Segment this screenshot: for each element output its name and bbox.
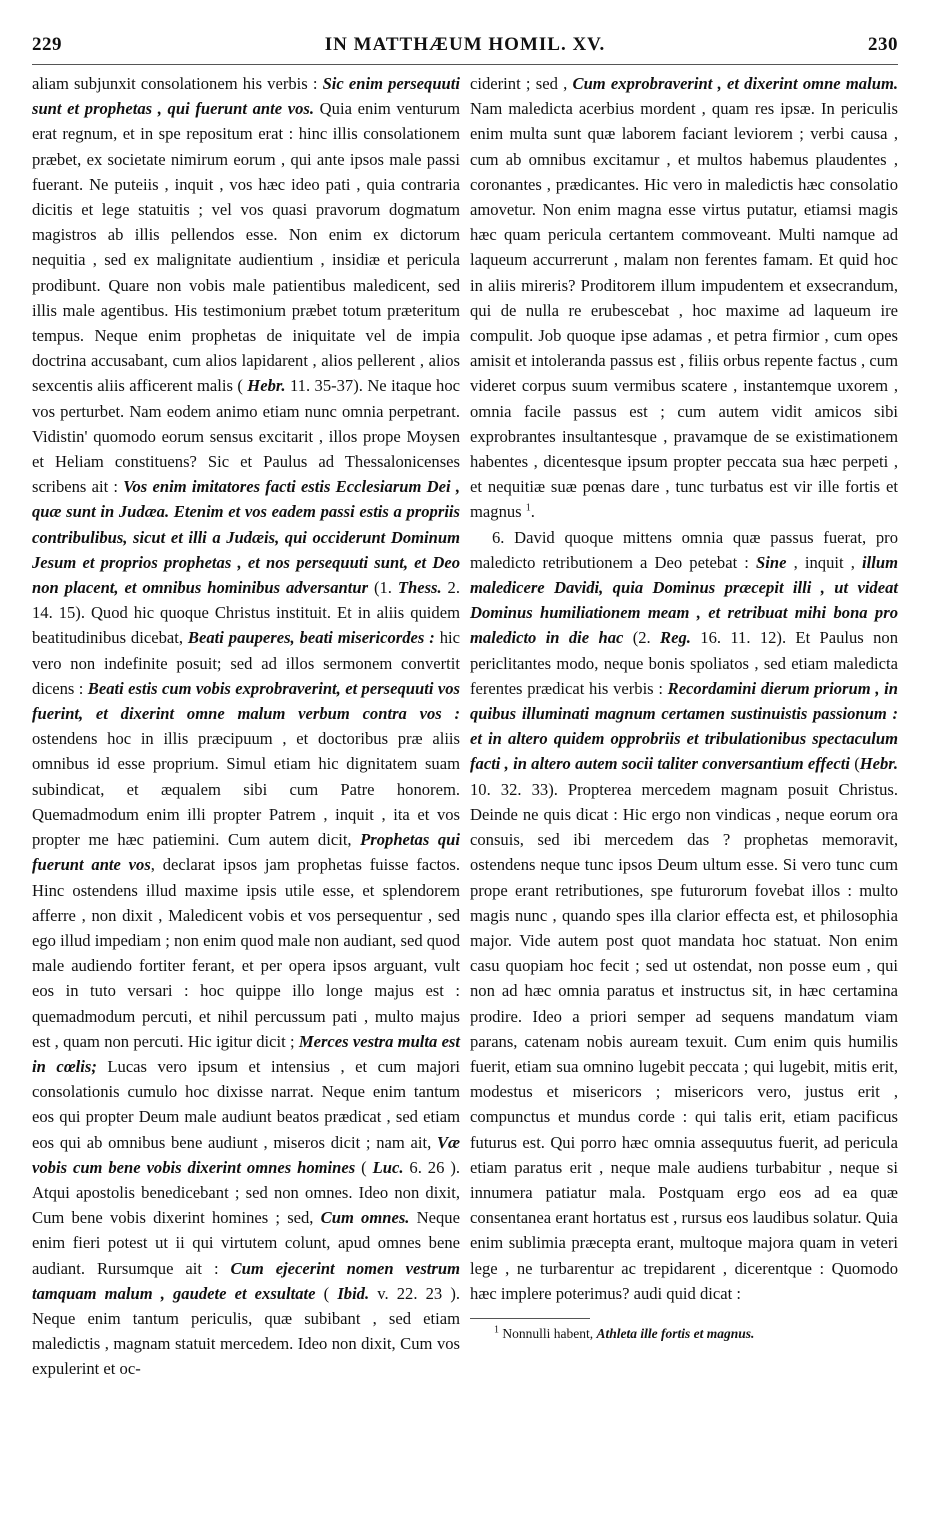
text-run: Neque enim fieri potest ut ii qui virtutem colunt, apud omnes bene audiant. Rursumque ait : [32,1208,460,1278]
quotation: Merces vestra multa est in cœlis; [32,1031,461,1076]
citation-book: Hebr. [859,754,898,774]
page-number-left: 229 [32,34,62,55]
quotation: Cum omnes. [320,1208,410,1228]
text-columns [32,71,898,1382]
quotation: Vos enim imitatores facti estis Ecclesiarum Dei , quæ sunt in Judæa. Etenim et vos eadem passi estis a propriis contribulibus, sicut et illi a Judæis, qui occiderunt Dominum Jesum et proprios prophetas , et nos persequuti sunt, et Deo non placent, et omnibus hominibus adversantur [32,477,460,598]
quotation: Væ vobis cum bene vobis dixerint omnes homines [32,1132,460,1177]
running-title: IN MATTHÆUM HOMIL. XV. [324,34,606,55]
paragraph [470,525,898,1306]
text-run: (2. [623,628,661,648]
quotation: Beati estis cum vobis exprobraverint, et persequuti vos fuerint, et dixerint omne malum verbum contra vos : [32,678,460,724]
footnote-divider [470,1318,590,1319]
text-run: ( [315,1283,338,1303]
text-run: ( [849,754,860,774]
citation-book: Luc. [372,1157,404,1177]
quotation: Athleta ille fortis et magnus. [596,1325,755,1341]
quotation: Recordamini dierum priorum , in quibus illuminati magnum certamen sustinuistis passionum : et in altero quidem opprobriis et tribulationibus spectaculum facti , in altero autem socii taliter conversantium effecti [470,678,898,774]
citation-book: Hebr. [247,376,286,396]
paragraph [32,71,460,1382]
page-number-right: 230 [867,34,898,55]
quotation: Sine [756,552,787,572]
quotation: Beati pauperes, beati misericordes : [187,628,435,648]
quotation: Cum ejecerint nomen vestrum tamquam malum , gaudete et exsultate [32,1258,460,1303]
citation-book: Thess. [397,578,442,598]
text-run: . [530,502,535,522]
text-run: Nam maledicta acerbius mordent , quam res ipsæ. In periculis enim multa sunt quæ laborem faciant leviorem ; verbi causa , cum ab omnibus excitamur , et multos habemus plaudentes , coronantes , prædicantes. Hic vero in maledictis hæc consolatio amovetur. Non enim magna esse virtus putatur, etiamsi magis hæc quam pericula certantem commoveant. Multi namque ad laqueum accurrerunt , malam non ferentes famam. Et quid hoc in aliis mireris? Proditorem illum impudentem et exsecrandum, qui de nulla re erubescebat , hoc maxime ad laqueum ire compulit. Job quoque ipse adamas , et petra firmior , cum opes amisit et intoleranda passus est , filiis orbus repente factus , cum videret corpus suum vermibus scatere , instantemque uxorem , omnia facile passus est ; cum autem vidit amicos sibi exprobrantes insultantesque , pravamque de se existimationem habentes , dicentesque ipsum propter peccata sua hæc perpeti , et nequitiæ suæ pœnas dare , tunc turbatus est vir ille fortis et magnus [470,99,898,522]
quotation: Prophetas qui fuerunt ante vos [32,830,460,875]
text-run: 6. David quoque mittens omnia quæ passus fuerat, pro maledicto retributionem a Deo petebat : [470,527,898,572]
text-run: , declarat ipsos jam prophetas fuisse factos. Hinc ostendens illud maxime ipsis utile esse, et splendorem afferre , non dixit , Maledicent vobis et vos persequentur , sed ego illud impediam ; non enim quod male non audiant, sed quod male audiendo fortiter ferant, et per opera ipsos arguant, vult eos in tuto versari : hoc quippe illo longe majus est : quemadmodum percuti, et nihil percussum pati , multo majus est , quam non percuti. Hic igitur dicit ; [32,855,461,1051]
footnote [470,1325,898,1343]
text-run: (1. [368,578,398,598]
paragraph [470,71,898,525]
citation-book: Ibid. [337,1283,370,1303]
footnote-marker: 1 [525,502,531,514]
quotation: illum maledicere Davidi, quia Dominus præcepit illi , ut videat Dominus humiliationem meam , et retribuat mihi bona pro maledicto in die hac [470,552,898,648]
text-run: 2. 14. 15). Quod hic quoque Christus instituit. Et in aliis quidem beatitudinibus dicebat, [32,578,460,648]
text-run: Nonnulli habent, [499,1325,597,1341]
text-run: Quia enim venturum erat regnum, et in spe repositum erat : hinc illis consolationem præbet, ex societate nimirum eorum , qui ante ipsos male passi fuerant. Ne puteiis , inquit , vos hæc ideo pati , quia contraria dicitis et lege statuitis ; vel vos quasi pravorum dogmatum magistros ab illis pellendos esse. Non enim ex dictorum nequitia , sed ex malignitate audientium , insidiæ et pericula prodibunt. Quare non vobis male patientibus maledicent, sed illis male agentibus. His testimonium præbet totum præteritum tempus. Neque enim prophetas de iniquitate vel de impia doctrina accusabant, cum alios lapidarent , alios pellerent , alios sexcentis aliis afficerent malis ( [32,99,460,396]
text-run: ostendens hoc in illis præcipuum , et doctoribus præ aliis omnibus id esse proprium. Simul etiam hic dignitatem suam subindicat, et æqualem sibi cum Patre honorem. Quemadmodum enim illi propter Patrem , inquit , ita et vos propter me hæc patiemini. Cum autem dicit, [32,729,460,850]
text-run: 11. 35-37). Ne itaque hoc vos perturbet. Nam eodem animo etiam nunc omnia perpetrant. Vidistin' quomodo eorum sensus excitarit , illos prope Moysen et Heliam constituens? Sic et Paulus ad Thessalonicenses scribens ait : [32,376,461,497]
text-run: hic vero non indefinite posuit; sed ad illos sermonem convertit dicens : [32,628,461,698]
right-column [470,71,898,1382]
quotation: Cum exprobraverint , et dixerint omne malum. [572,74,898,93]
text-run: ( [355,1157,373,1177]
citation-book: Reg. [660,628,691,648]
text-run: 16. 11. 12). Et Paulus non periclitantes modo, neque bonis spoliatos , sed etiam maledicta ferentes prædicat his verbis : [470,628,898,698]
text-run: 10. 32. 33). Propterea mercedem magnam posuit Christus. Deinde ne quis dicat : Hic ergo non vindicas , neque eorum ora consuis, sed ibi mercedem das ? prophetas memoravit, ostendens neque tunc ipsos Deum ultum esse. Si vero tunc cum prope erant retributiones, spe futurorum fovebat illos : multo magis nunc , quando spes illa clarior effecta est, et philosophia major. Vide autem post quot mandata hoc statuat. Non enim casu quopiam hoc fecit ; sed ut ostendat, non posse eum , qui non ad hæc omnia paratus et instructus sit, in hæc certamina prodire. Ideo a priori semper ad sequens mandatum viam parans, catenam nobis auream texuit. Cum enim quis humilis fuerit, etiam sua omnino lugebit peccata ; qui lugebit, mitis erit, modestus et misericors ; misericors vero, justus erit , compunctus et mundus corde : qui talis erit, etiam pacificus futurus est. Qui porro hæc omnia assequutus fuerit, ad pericula etiam paratus erit , neque male audiens turbabitur , neque si innumera patiatur mala. Postquam ergo eos ad ea quæ consentanea erant hortatus est , rursus eos laudibus solatur. Quia enim sublimia præcepta erant, multoque majora quam in veteri lege , ne turbarentur ac trepidarent , dicerentque : Quomodo hæc implere poterimus? audi quid dicat : [470,779,898,1303]
text-run: Lucas vero ipsum et intensius , et cum majori consolationis cumulo hoc dixisse narrat. Neque enim tantum eos qui propter Deum male audiunt beatos prædicat , sed etiam eos qui ab omnibus bene audiunt , miseros dicit ; nam ait, [32,1056,460,1152]
text-run: 6. 26 ). Atqui apostolis benedicebant ; sed non omnes. Ideo non dixit, Cum bene vobis dixerint homines ; sed, [32,1157,460,1228]
left-column [32,71,460,1382]
text-run: aliam subjunxit consolationem his verbis : [32,74,323,93]
text-run: v. 22. 23 ). Neque enim tantum periculis, quæ subibant , sed etiam maledictis , magnam statuit mercedem. Ideo non dixit, Cum vos expulerint et oc- [32,1283,460,1379]
running-header [32,34,898,65]
text-run: ciderint ; sed , [470,74,573,93]
quotation: Sic enim persequuti sunt et prophetas , qui fuerunt ante vos. [32,74,461,119]
text-run: , inquit , [786,552,863,572]
footnote-number: 1 [494,1324,499,1336]
